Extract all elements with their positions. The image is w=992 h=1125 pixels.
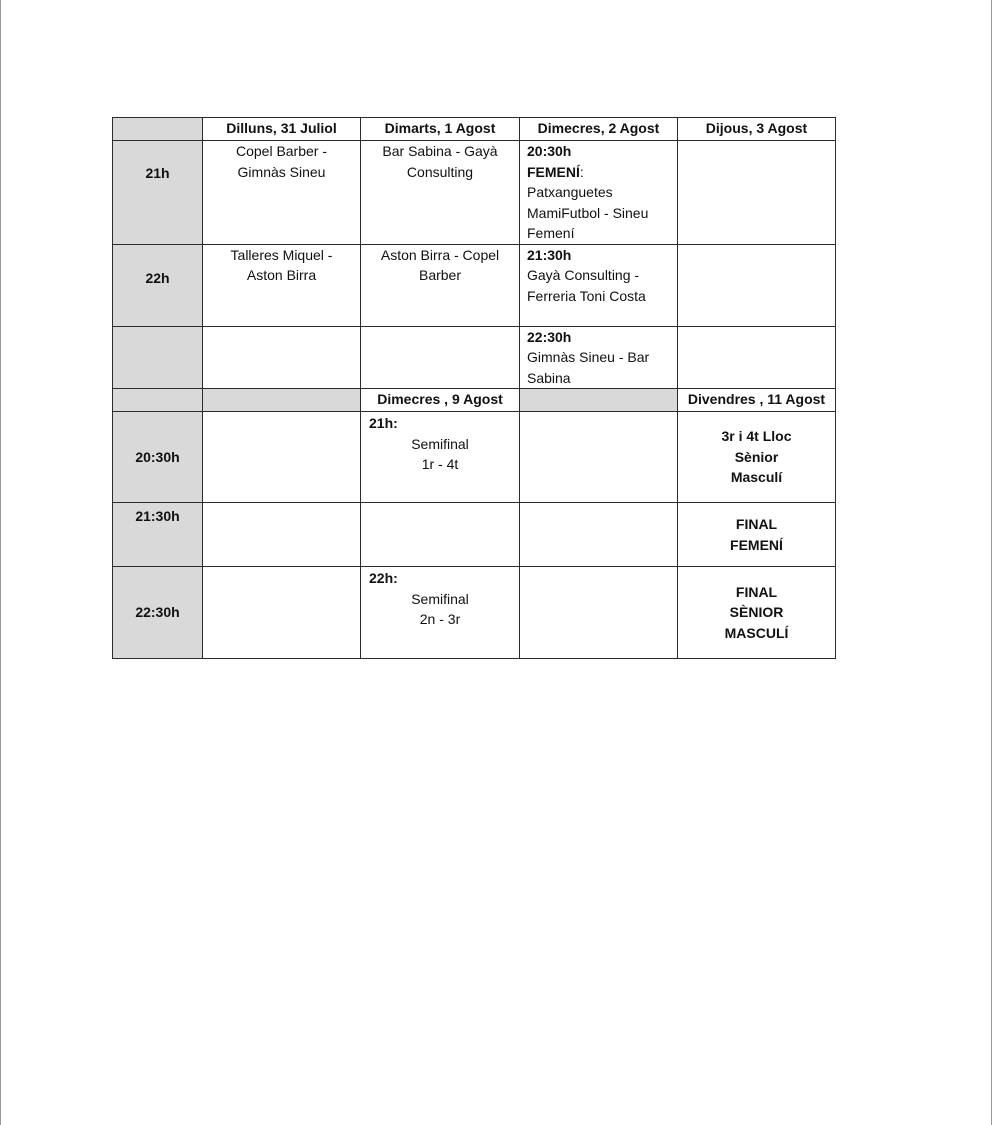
table-row	[113, 412, 836, 503]
table-row	[113, 567, 836, 659]
match-cell: 22h: Semifinal 2n - 3r	[361, 567, 520, 659]
time-cell: 22h	[113, 244, 203, 326]
match-cell: Aston Birra - Copel Barber	[361, 244, 520, 326]
empty-cell	[203, 503, 361, 567]
empty-cell	[361, 503, 520, 567]
day-header: Divendres , 11 Agost	[678, 389, 836, 412]
day-header: Dimecres, 2 Agost	[520, 118, 678, 141]
week1-header-row	[113, 118, 836, 141]
time-cell: 21h	[113, 141, 203, 245]
match-cell: Bar Sabina - Gayà Consulting	[361, 141, 520, 245]
match-cell: 21h: Semifinal 1r - 4t	[361, 412, 520, 503]
day-header	[203, 389, 361, 412]
schedule-table	[112, 117, 836, 659]
empty-cell	[203, 326, 361, 389]
time-cell: 21:30h	[113, 503, 203, 567]
table-row	[113, 141, 836, 245]
page-edge-left	[0, 0, 1, 1125]
match-cell: Talleres Miquel - Aston Birra	[203, 244, 361, 326]
match-cell: 22:30h Gimnàs Sineu - Bar Sabina	[520, 326, 678, 389]
day-header: Dimecres , 9 Agost	[361, 389, 520, 412]
time-cell	[113, 326, 203, 389]
table-row	[113, 244, 836, 326]
event-cell: FINAL SÈNIOR MASCULÍ	[678, 567, 836, 659]
empty-cell	[203, 567, 361, 659]
day-header: Dimarts, 1 Agost	[361, 118, 520, 141]
week2-header-row	[113, 389, 836, 412]
empty-cell	[520, 412, 678, 503]
empty-cell	[203, 412, 361, 503]
day-header: Dilluns, 31 Juliol	[203, 118, 361, 141]
day-header	[520, 389, 678, 412]
empty-cell	[678, 326, 836, 389]
table-row	[113, 503, 836, 567]
day-header: Dijous, 3 Agost	[678, 118, 836, 141]
empty-cell	[678, 244, 836, 326]
table-row	[113, 326, 836, 389]
corner-cell	[113, 389, 203, 412]
match-cell: 20:30h FEMENÍ: Patxanguetes MamiFutbol - Sineu Femení	[520, 141, 678, 245]
event-cell: 3r i 4t Lloc Sènior Masculí	[678, 412, 836, 503]
match-cell: Copel Barber - Gimnàs Sineu	[203, 141, 361, 245]
time-cell: 20:30h	[113, 412, 203, 503]
empty-cell	[520, 503, 678, 567]
time-cell: 22:30h	[113, 567, 203, 659]
corner-cell	[113, 118, 203, 141]
match-cell: 21:30h Gayà Consulting - Ferreria Toni Costa	[520, 244, 678, 326]
empty-cell	[520, 567, 678, 659]
empty-cell	[361, 326, 520, 389]
event-cell: FINAL FEMENÍ	[678, 503, 836, 567]
empty-cell	[678, 141, 836, 245]
